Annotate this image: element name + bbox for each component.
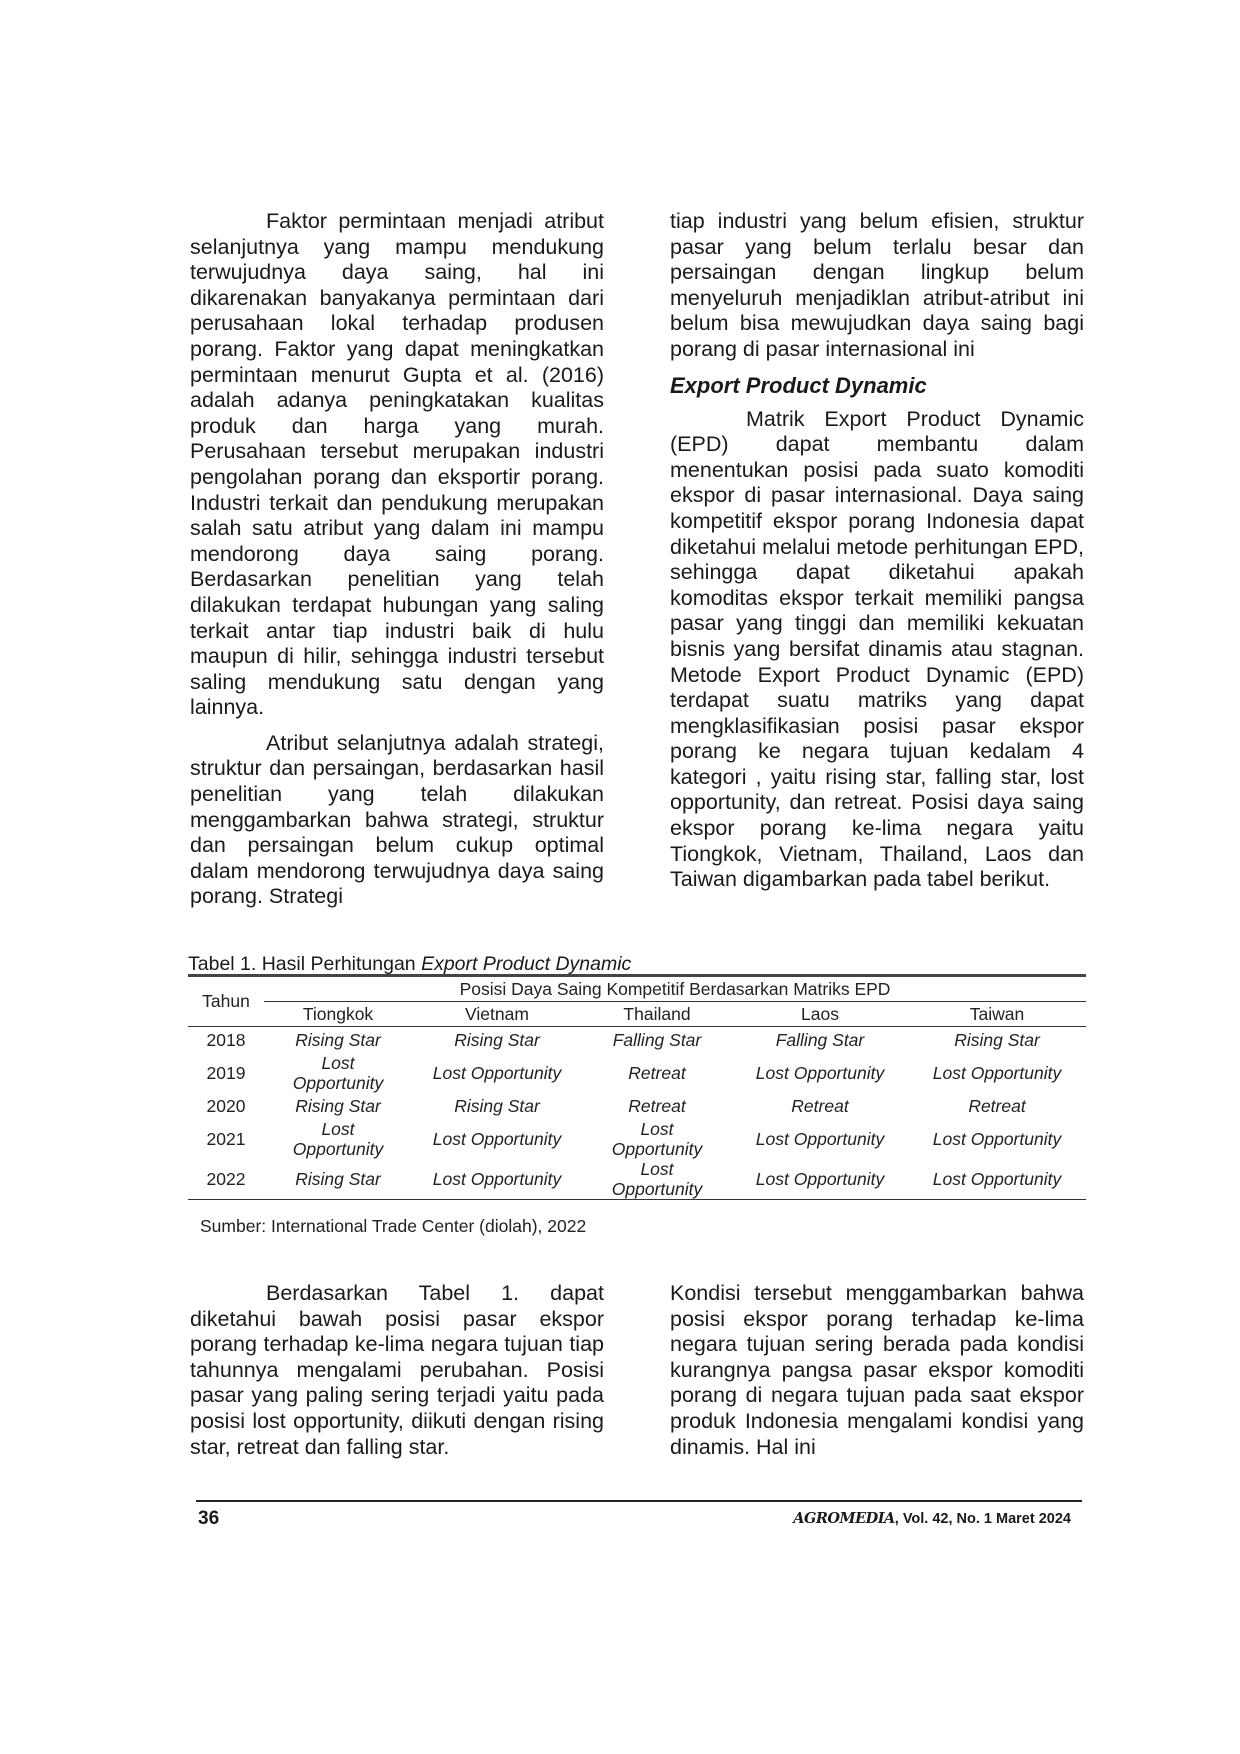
table-cell	[264, 1119, 412, 1159]
table-cell	[582, 1119, 732, 1159]
table-cell: Lost Opportunity	[755, 1129, 885, 1149]
year-cell: 2018	[206, 1030, 246, 1050]
table-cell: Lost Opportunity	[908, 1159, 1086, 1200]
table-cell-text: Lost Opportunity	[292, 1119, 384, 1159]
table-caption-italic: Export Product Dynamic	[421, 953, 632, 975]
table-cell: Rising Star	[454, 1030, 540, 1050]
text-column-bottom-left	[190, 1281, 604, 1460]
table-cell: Rising Star	[454, 1096, 540, 1116]
table-cell: Rising Star	[264, 1159, 412, 1200]
text-column-bottom-right	[670, 1281, 1084, 1460]
table-caption	[188, 952, 631, 976]
text-column-top-right	[670, 209, 1084, 893]
section-heading: Export Product Dynamic	[670, 372, 927, 398]
country-header: Vietnam	[412, 1002, 582, 1027]
year-cell: 2021	[206, 1129, 246, 1149]
country-header: Tiongkok	[264, 1002, 412, 1027]
table-cell: Rising Star	[954, 1030, 1040, 1050]
journal-info: , Vol. 42, No. 1 Maret 2024	[894, 1511, 1071, 1527]
table-cell: Falling Star	[775, 1030, 865, 1050]
country-header: Thailand	[582, 1002, 732, 1027]
journal-logo: AGROMEDIA	[793, 1510, 895, 1527]
table-cell	[264, 1053, 412, 1093]
table-cell-text: Lost Opportunity	[611, 1159, 703, 1199]
table-cell: Rising Star	[295, 1030, 381, 1050]
year-cell: 2019	[206, 1063, 246, 1083]
table-cell: Lost Opportunity	[755, 1063, 885, 1083]
paragraph: Kondisi tersebut menggambarkan bahwa posisi ekspor porang terhadap ke-lima negara tujuan sering berada pada kondisi kurangnya pangsa pasar ekspor komoditi porang di negara tujuan pada saat ekspor produk Indonesia mengalami kondisi yang dinamis. Hal ini	[670, 1281, 1084, 1459]
year-cell: 2022	[188, 1159, 264, 1200]
table-source: Sumber: International Trade Center (diolah), 2022	[200, 1216, 587, 1236]
table-cell: Lost Opportunity	[412, 1159, 582, 1200]
table-cell: Retreat	[791, 1096, 849, 1116]
table-caption-prefix: Tabel 1. Hasil Perhitungan	[188, 953, 422, 975]
paragraph: tiap industri yang belum efisien, struktur pasar yang belum terlalu besar dan persaingan dengan lingkup belum menyeluruh menjadiklan atribut-atribut ini belum bisa mewujudkan daya saing bagi porang di pasar internasional ini	[670, 209, 1084, 361]
table-cell-text: Lost Opportunity	[611, 1119, 703, 1159]
table-cell: Lost Opportunity	[732, 1159, 908, 1200]
epd-table	[188, 974, 1086, 1200]
table-cell	[582, 1159, 732, 1200]
journal-citation	[793, 1510, 1071, 1527]
table-cell: Lost Opportunity	[432, 1129, 562, 1149]
table-cell: Rising Star	[295, 1096, 381, 1116]
year-header: Tahun	[188, 976, 264, 1027]
table-cell: Retreat	[628, 1063, 686, 1083]
table-cell-text: Lost Opportunity	[292, 1053, 384, 1093]
table-cell: Retreat	[628, 1096, 686, 1116]
country-header: Taiwan	[908, 1002, 1086, 1027]
country-header: Laos	[732, 1002, 908, 1027]
table-row	[188, 1093, 1086, 1119]
footer-rule	[196, 1500, 1082, 1502]
paragraph: Atribut selanjutnya adalah strategi, struktur dan persaingan, berdasarkan hasil penelitian yang telah dilakukan menggambarkan bahwa strategi, struktur dan persaingan belum cukup optimal dalam mendorong terwujudnya daya saing porang. Strategi	[190, 730, 604, 909]
text-column-top-left	[190, 209, 604, 910]
paragraph: Faktor permintaan menjadi atribut selanjutnya yang mampu mendukung terwujudnya daya saing, hal ini dikarenakan banyakanya permintaan dari perusahaan lokal terhadap produsen porang. Faktor yang dapat meningkatkan permintaan menurut Gupta et al. (2016) adalah adanya peningkatakan kualitas produk dan harga yang murah. Perusahaan tersebut merupakan industri pengolahan porang dan eksportir porang. Industri terkait dan pendukung merupakan salah satu atribut yang dalam ini mampu mendorong daya saing porang. Berdasarkan penelitian yang telah dilakukan terdapat hubungan yang saling terkait antar tiap industri baik di hulu maupun di hilir, sehingga industri tersebut saling mendukung satu dengan yang lainnya.	[190, 209, 604, 720]
year-cell: 2020	[206, 1096, 246, 1116]
table-row	[188, 1159, 1086, 1200]
group-header: Posisi Daya Saing Kompetitif Berdasarkan Matriks EPD	[264, 976, 1086, 1002]
page-number: 36	[198, 1508, 220, 1529]
table-cell: Lost Opportunity	[432, 1063, 562, 1083]
table-row	[188, 1027, 1086, 1054]
table-cell: Falling Star	[612, 1030, 702, 1050]
table-row	[188, 1053, 1086, 1093]
paragraph: Matrik Export Product Dynamic (EPD) dapat membantu dalam menentukan posisi pada suato komoditi ekspor di pasar internasional. Daya saing kompetitif ekspor porang Indonesia dapat diketahui melalui metode perhitungan EPD, sehingga dapat diketahui apakah komoditas ekspor terkait memiliki pangsa pasar yang tinggi dan memiliki kekuatan bisnis yang bersifat dinamis atau stagnan. Metode Export Product Dynamic (EPD) terdapat suatu matriks yang dapat mengklasifikasian posisi pasar ekspor porang ke negara tujuan kedalam 4 kategori , yaitu rising star, falling star, lost opportunity, dan retreat. Posisi daya saing ekspor porang ke-lima negara yaitu Tiongkok, Vietnam, Thailand, Laos dan Taiwan digambarkan pada tabel berikut.	[670, 406, 1084, 892]
table-row	[188, 1119, 1086, 1159]
paragraph: Berdasarkan Tabel 1. dapat diketahui bawah posisi pasar ekspor porang terhadap ke-lima negara tujuan tiap tahunnya mengalami perubahan. Posisi pasar yang paling sering terjadi yaitu pada posisi lost opportunity, diikuti dengan rising star, retreat dan falling star.	[190, 1281, 604, 1459]
table-cell: Lost Opportunity	[932, 1063, 1062, 1083]
table-cell: Retreat	[968, 1096, 1026, 1116]
table-cell: Lost Opportunity	[932, 1129, 1062, 1149]
